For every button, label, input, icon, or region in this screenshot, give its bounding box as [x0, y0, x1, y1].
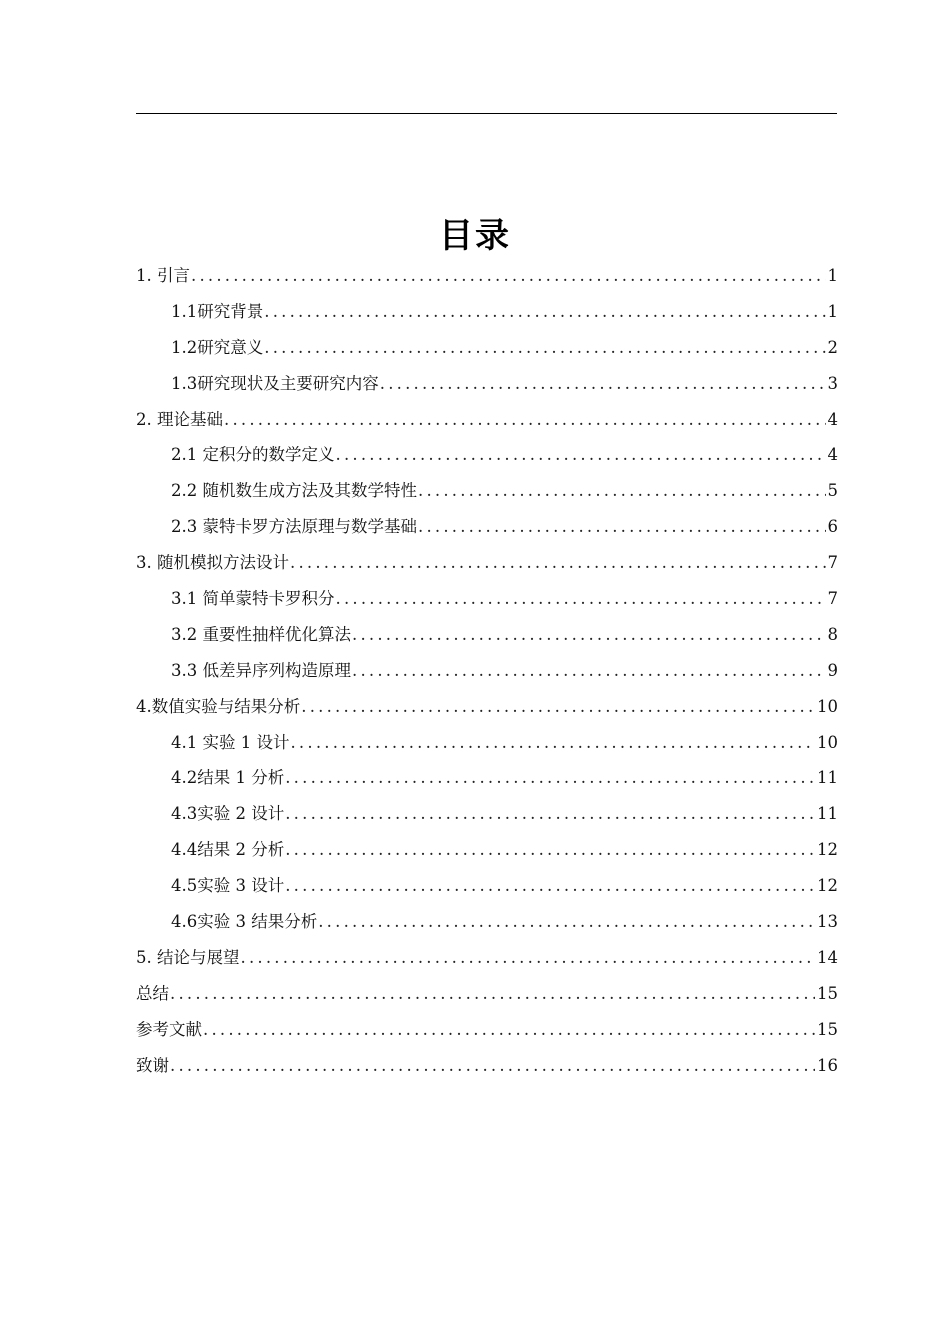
- toc-dot-leader: [336, 581, 826, 617]
- toc-dot-leader: [418, 509, 826, 545]
- toc-entry-label: 3.3 低差异序列构造原理: [171, 660, 351, 680]
- toc-entry-page: 11: [817, 804, 838, 824]
- toc-entry[interactable]: [136, 366, 838, 402]
- toc-dot-leader: [290, 545, 826, 581]
- toc-dot-leader: [241, 940, 816, 976]
- toc-entry-page: 15: [817, 1019, 838, 1039]
- toc-dot-leader: [380, 366, 826, 402]
- toc-entry[interactable]: [136, 617, 838, 653]
- toc-dot-leader: [285, 868, 815, 904]
- toc-entry-label: 3.1 简单蒙特卡罗积分: [171, 589, 335, 609]
- toc-dot-leader: [352, 653, 826, 689]
- toc-entry-page: 9: [827, 660, 838, 680]
- toc-entry-label: 1.2研究意义: [171, 337, 264, 357]
- toc-entry[interactable]: [136, 294, 838, 330]
- toc-entry[interactable]: [136, 689, 838, 725]
- toc-entry-label: 4.6实验 3 结果分析: [171, 912, 318, 932]
- toc-entry-page: 6: [827, 517, 838, 537]
- toc-dot-leader: [191, 258, 826, 294]
- toc-entry-page: 11: [817, 768, 838, 788]
- toc-dot-leader: [264, 330, 825, 366]
- toc-dot-leader: [264, 294, 825, 330]
- toc-entry-label: 致谢: [136, 1055, 169, 1075]
- toc-title: 目录: [439, 215, 511, 256]
- toc-dot-leader: [170, 1048, 815, 1084]
- toc-entry-page: 1: [827, 301, 838, 321]
- toc-entry-label: 4.1 实验 1 设计: [171, 732, 290, 752]
- toc-entry-page: 12: [817, 840, 838, 860]
- toc-entry-label: 4.4结果 2 分析: [171, 840, 285, 860]
- toc-entry-page: 13: [817, 912, 838, 932]
- toc-entry[interactable]: [136, 437, 838, 473]
- toc-dot-leader: [290, 725, 815, 761]
- toc-entry-label: 5. 结论与展望: [136, 947, 240, 967]
- toc-entry-page: 5: [827, 481, 838, 501]
- toc-entry-label: 参考文献: [136, 1019, 202, 1039]
- toc-entry-page: 10: [817, 696, 838, 716]
- header-rule: [136, 113, 837, 114]
- toc-entry[interactable]: [136, 330, 838, 366]
- toc-entry[interactable]: [136, 581, 838, 617]
- toc-entry-label: 4.2结果 1 分析: [171, 768, 285, 788]
- toc-entry[interactable]: [136, 1048, 838, 1084]
- toc-entry-label: 4.3实验 2 设计: [171, 804, 285, 824]
- toc-entry-page: 16: [817, 1055, 838, 1075]
- toc-entry[interactable]: [136, 1012, 838, 1048]
- toc-entry-page: 4: [827, 409, 838, 429]
- toc-entry-page: 7: [827, 553, 838, 573]
- toc-entry-page: 8: [827, 624, 838, 644]
- toc-entry[interactable]: [136, 402, 838, 438]
- toc-entry[interactable]: [136, 545, 838, 581]
- toc-entry-label: 1.1研究背景: [171, 301, 264, 321]
- toc-entry-page: 4: [827, 445, 838, 465]
- toc-entry-page: 7: [827, 589, 838, 609]
- toc-entry-label: 4.5实验 3 设计: [171, 876, 285, 896]
- toc-entry-label: 3. 随机模拟方法设计: [136, 553, 289, 573]
- toc-dot-leader: [352, 617, 826, 653]
- toc-entry-label: 4.数值实验与结果分析: [136, 696, 301, 716]
- toc-entry-page: 14: [817, 947, 838, 967]
- toc-entry[interactable]: [136, 509, 838, 545]
- toc-entry[interactable]: [136, 653, 838, 689]
- toc-entry-page: 2: [827, 337, 838, 357]
- toc-entry-label: 总结: [136, 983, 169, 1003]
- toc-dot-leader: [418, 473, 826, 509]
- toc-entry-label: 1.3研究现状及主要研究内容: [171, 373, 379, 393]
- toc-entry-page: 1: [827, 266, 838, 285]
- toc-dot-leader: [301, 689, 815, 725]
- toc-dot-leader: [224, 402, 826, 438]
- toc-dot-leader: [203, 1012, 815, 1048]
- toc-entry-page: 3: [827, 373, 838, 393]
- toc-entry-label: 2.1 定积分的数学定义: [171, 445, 335, 465]
- toc-dot-leader: [170, 976, 815, 1012]
- toc-entry[interactable]: [136, 796, 838, 832]
- toc-entry-label: 1. 引言: [136, 266, 190, 285]
- table-of-contents: [136, 258, 838, 1083]
- toc-entry-label: 2. 理论基础: [136, 409, 223, 429]
- toc-entry-label: 3.2 重要性抽样优化算法: [171, 624, 351, 644]
- toc-entry[interactable]: [136, 725, 838, 761]
- toc-entry[interactable]: [136, 832, 838, 868]
- toc-dot-leader: [285, 796, 815, 832]
- toc-entry[interactable]: [136, 760, 838, 796]
- toc-dot-leader: [318, 904, 815, 940]
- toc-entry[interactable]: [136, 473, 838, 509]
- toc-entry[interactable]: [136, 258, 838, 294]
- toc-entry-label: 2.3 蒙特卡罗方法原理与数学基础: [171, 517, 417, 537]
- toc-dot-leader: [285, 760, 815, 796]
- toc-entry-page: 12: [817, 876, 838, 896]
- toc-entry-label: 2.2 随机数生成方法及其数学特性: [171, 481, 417, 501]
- toc-dot-leader: [285, 832, 815, 868]
- toc-entry[interactable]: [136, 940, 838, 976]
- toc-entry-page: 15: [817, 983, 838, 1003]
- toc-entry[interactable]: [136, 976, 838, 1012]
- toc-entry-page: 10: [817, 732, 838, 752]
- toc-dot-leader: [336, 437, 826, 473]
- toc-entry[interactable]: [136, 868, 838, 904]
- toc-entry[interactable]: [136, 904, 838, 940]
